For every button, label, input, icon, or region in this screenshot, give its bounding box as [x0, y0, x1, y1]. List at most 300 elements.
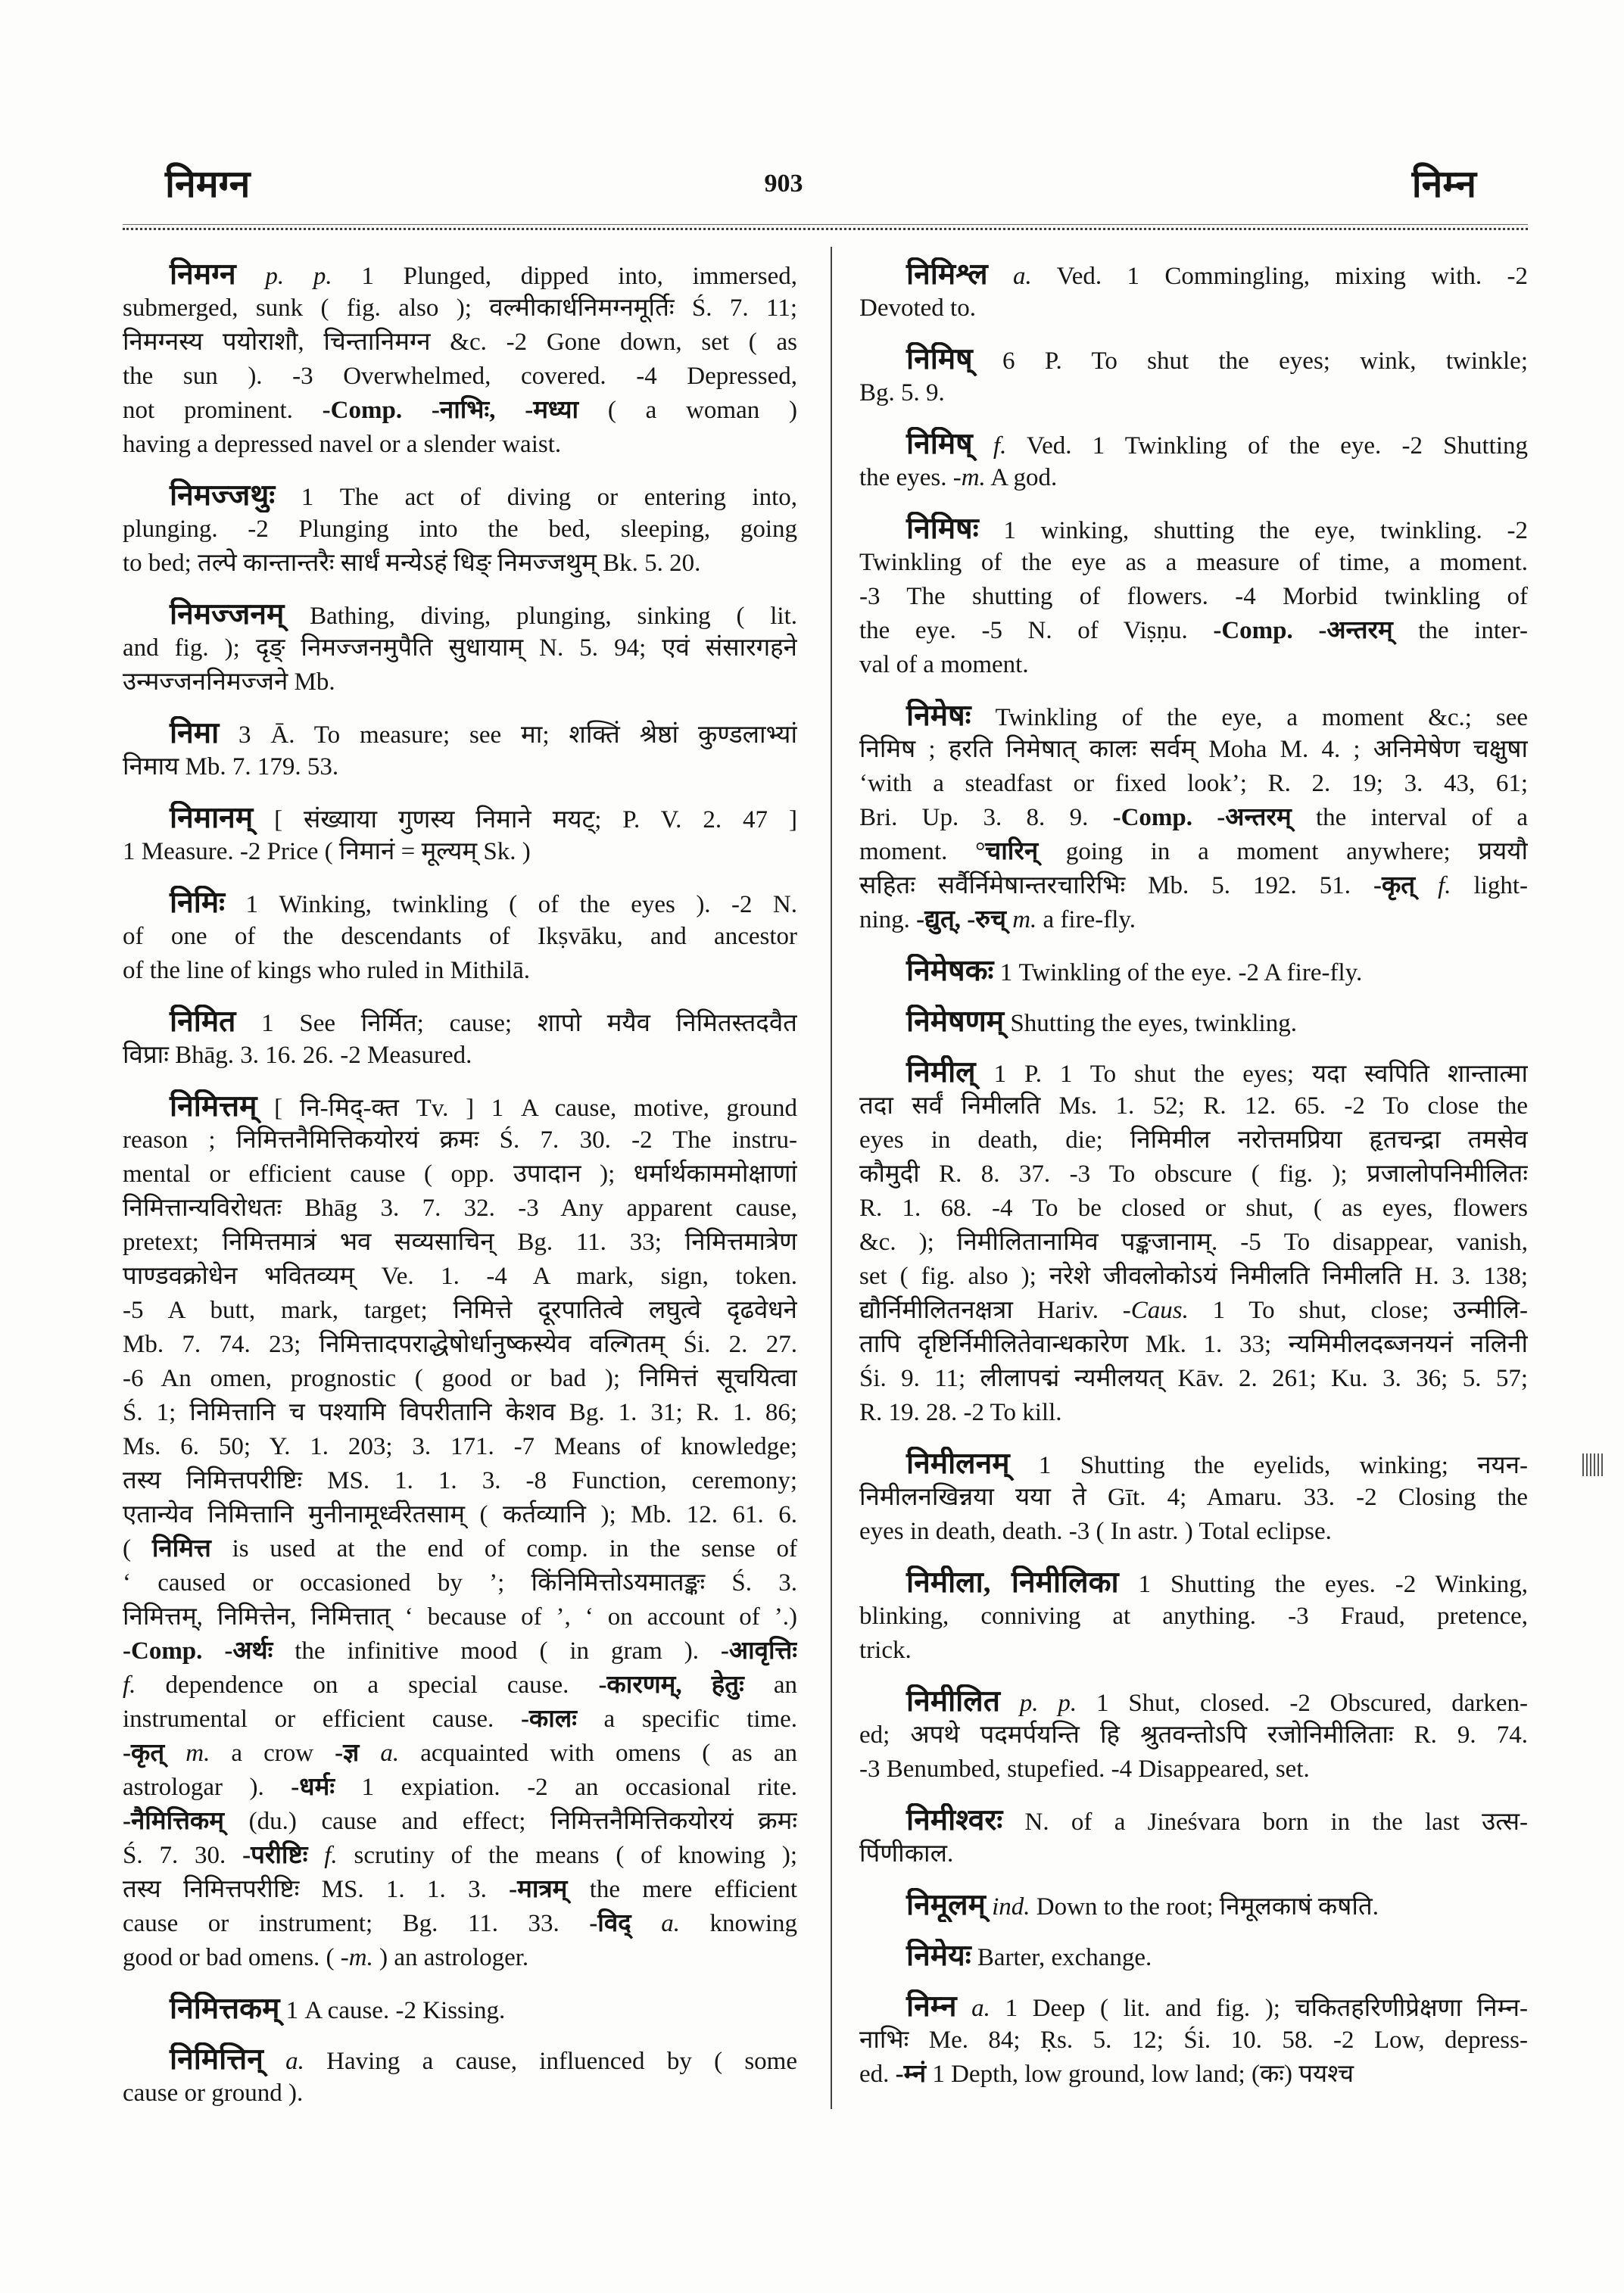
- dictionary-entry: [859, 1888, 1528, 1922]
- bold-term: -Comp. -अन्तरम्: [1112, 804, 1292, 831]
- line-text: [170, 1005, 797, 1038]
- text-run: eyes in death, die; निमिमील नरोत्तमप्रिया हृतचन्द्रा तमसेव: [859, 1126, 1528, 1154]
- text-run: -5 A butt, mark, target; निमित्ते दूरपातित्वे लघुत्वे दृढवेधने: [123, 1297, 797, 1324]
- dictionary-entry: [123, 886, 797, 988]
- italic-label: f.: [1415, 872, 1451, 899]
- entry-first-line: [859, 1989, 1528, 2024]
- entry-first-line: [123, 801, 797, 835]
- entry-line: [859, 869, 1528, 903]
- bold-term: -नैमित्तिकम्: [123, 1808, 225, 1835]
- text-run: ) an astrologer.: [372, 1944, 529, 1971]
- bold-term: चारिन्: [985, 838, 1039, 865]
- entry-line: [859, 1328, 1528, 1362]
- text-run: Ved. 1 Commingling, mixing with. -2: [1031, 263, 1528, 290]
- line-text: [123, 1331, 797, 1358]
- text-run: [ नि-मिद्-क्त Tv. ] 1 A cause, motive, ground: [257, 1095, 797, 1122]
- line-text: [906, 428, 1528, 460]
- line-text: [859, 1399, 1062, 1426]
- text-run: submerged, sunk ( fig. also ); वल्मीकार्धनिमग्नमूर्तिः Ś. 7. 11;: [123, 294, 797, 322]
- text-run: ning.: [859, 906, 917, 933]
- line-text: [859, 1365, 1528, 1392]
- entry-line: [123, 326, 797, 360]
- headword: निमीलित: [906, 1685, 1000, 1718]
- line-text: [123, 1876, 797, 1903]
- right-column: [859, 257, 1528, 2092]
- text-run: Śi. 9. 11; लीलापद्मं न्यमीलयत् Kāv. 2. 261; Ku. 3. 36; 5. 57;: [859, 1365, 1528, 1392]
- text-run: 1 expiation. -2 an occasional rite.: [334, 1774, 797, 1801]
- entry-line: [859, 1515, 1528, 1549]
- text-run: तापि दृष्टिर्निमीलितेवान्धकारेण Mk. 1. 33; न्यमिमीलदब्जनयनं नलिनी: [859, 1331, 1528, 1358]
- line-text: [859, 379, 945, 407]
- text-run: Ved. 1 Twinkling of the eye. -2 Shutting: [1006, 432, 1528, 460]
- line-text: [906, 955, 1363, 987]
- italic-label: -Caus.: [1122, 1297, 1189, 1324]
- entry-line: [123, 547, 797, 581]
- line-text: [859, 906, 1136, 933]
- line-text: [123, 753, 338, 780]
- bold-term: -परीष्टिः: [242, 1842, 308, 1869]
- entry-line: [123, 1771, 797, 1805]
- line-text: [123, 1569, 797, 1597]
- bold-term: -द्युत्, -रुच्: [916, 906, 1006, 933]
- text-run: val of a moment.: [859, 651, 1029, 678]
- text-run: eyes in death, death. -3 ( In astr. ) Total eclipse.: [859, 1518, 1332, 1545]
- italic-label: p. p.: [999, 1690, 1077, 1717]
- entry-first-line: [859, 1005, 1528, 1039]
- text-run: 1 Depth, low ground, low land; (कः) पयश्च: [926, 2061, 1354, 2088]
- text-run: पाण्डवक्रोधेन भवितव्यम् Ve. 1. -4 A mark, sign, token.: [123, 1263, 797, 1290]
- line-text: [123, 329, 797, 356]
- bold-term: -Comp. -अन्तरम्: [1213, 617, 1393, 644]
- dictionary-entry: [859, 427, 1528, 495]
- line-text: [859, 1603, 1528, 1630]
- entry-line: [859, 2024, 1528, 2058]
- headword: निमिश्ल: [906, 258, 988, 291]
- bold-term: -विद्: [589, 1910, 631, 1937]
- line-text: [123, 1671, 797, 1699]
- entry-first-line: [859, 257, 1528, 291]
- text-run: knowing: [679, 1910, 797, 1937]
- entry-line: [123, 1600, 797, 1634]
- text-run: the interval of a: [1291, 804, 1528, 831]
- text-run: नाभिः Me. 84; Ṛs. 5. 12; Śi. 10. 58. -2 Low, depress-: [859, 2027, 1528, 2054]
- text-run: 1 winking, shutting the eye, twinkling. -2: [978, 517, 1528, 544]
- entry-line: [123, 1737, 797, 1771]
- text-run: &c. ); निमीलितानामिव पङ्कजानाम्. -5 To disappear, vanish,: [859, 1229, 1528, 1256]
- line-text: [123, 1774, 797, 1801]
- dictionary-entry: [859, 342, 1528, 410]
- dictionary-entry: [123, 597, 797, 699]
- line-text: [123, 957, 530, 984]
- entry-line: [859, 1752, 1528, 1787]
- dictionary-entry: [123, 1992, 797, 2026]
- dictionary-entry: [859, 1684, 1528, 1787]
- headword: निमा: [170, 717, 220, 749]
- bold-term: -म्नं: [895, 2061, 927, 2088]
- text-run: Shutting the eyes, twinkling.: [1004, 1010, 1297, 1037]
- italic-label: a.: [631, 1910, 680, 1937]
- text-run: [ संख्याया गुणस्य निमाने मयट्; P. V. 2. 47 ]: [253, 806, 797, 833]
- text-run: not prominent.: [123, 397, 323, 424]
- line-text: [859, 1195, 1528, 1222]
- line-text: [123, 516, 797, 543]
- entry-first-line: [123, 2042, 797, 2076]
- entry-line: [859, 376, 1528, 410]
- entry-line: [859, 1226, 1528, 1260]
- italic-label: f.: [972, 432, 1007, 460]
- entry-line: [859, 580, 1528, 614]
- entry-line: [859, 903, 1528, 937]
- headword: निमिः: [170, 886, 226, 919]
- bold-term: -ज्ञ: [335, 1740, 360, 1767]
- entry-line: [123, 1192, 797, 1226]
- line-text: [123, 1637, 797, 1665]
- header-right-guide-word: निम्न: [1411, 163, 1476, 205]
- line-text: [906, 1939, 1152, 1972]
- entry-line: [123, 291, 797, 326]
- entry-first-line: [859, 954, 1528, 988]
- text-run: ( a woman ): [578, 397, 797, 424]
- line-text: [859, 1161, 1528, 1188]
- entry-line: [859, 1481, 1528, 1515]
- text-run: 1 Twinkling of the eye. -2 A fire-fly.: [993, 959, 1363, 986]
- line-text: [859, 464, 1057, 491]
- entry-first-line: [859, 342, 1528, 376]
- italic-label: p. p.: [235, 263, 332, 290]
- margin-tick: [1598, 1453, 1599, 1476]
- line-text: [123, 923, 797, 950]
- headword: निमित्तिन्: [170, 2043, 263, 2076]
- text-run: the inter-: [1392, 617, 1528, 644]
- text-run: the eyes.: [859, 464, 953, 491]
- entry-line: [123, 1703, 797, 1737]
- entry-line: [123, 1464, 797, 1498]
- line-text: [123, 294, 797, 322]
- headword: निमीश्वरः: [906, 1804, 1003, 1837]
- line-text: [859, 1229, 1528, 1256]
- text-run: 1 Plunged, dipped into, immersed,: [332, 263, 797, 290]
- line-text: [906, 1056, 1528, 1089]
- line-text: [170, 717, 797, 749]
- entry-first-line: [859, 1888, 1528, 1922]
- text-run: तदा सर्वं निमीलति Ms. 1. 52; R. 12. 65. -2 To close the: [859, 1092, 1528, 1120]
- line-text: [859, 1840, 953, 1868]
- margin-tick: [1586, 1453, 1588, 1476]
- text-run: तस्य निमित्तपरीष्टिः MS. 1. 1. 3. -8 Function, ceremony;: [123, 1467, 797, 1494]
- entry-line: [123, 512, 797, 547]
- headword: निमानम्: [170, 802, 254, 834]
- italic-label: a.: [359, 1740, 400, 1767]
- margin-tick: [1594, 1453, 1595, 1476]
- text-run: the infinitive mood ( in gram ).: [273, 1637, 721, 1665]
- text-run: 1 P. 1 To shut the eyes; यदा स्वपिति शान्तात्मा: [975, 1061, 1528, 1088]
- line-text: [123, 1365, 797, 1392]
- text-run: A god.: [985, 464, 1058, 491]
- text-run: to bed; तल्पे कान्तान्तरैः सार्धं मन्येऽहं धिङ् निमज्जथुम् Bk. 5. 20.: [123, 550, 701, 577]
- entry-line: [859, 801, 1528, 835]
- line-text: [859, 804, 1528, 831]
- entry-first-line: [123, 1089, 797, 1123]
- text-run: एतान्येव निमित्तानि मुनीनामूर्ध्वरेतसाम् ( कर्तव्यानि ); Mb. 12. 61. 6.: [123, 1501, 797, 1528]
- dictionary-entry: [123, 1005, 797, 1073]
- line-text: [123, 634, 797, 662]
- text-run: (: [123, 1535, 152, 1562]
- entry-first-line: [859, 1447, 1528, 1481]
- headword: निमिष्: [906, 343, 973, 375]
- line-text: [123, 1842, 797, 1869]
- text-run: निमाय Mb. 7. 179. 53.: [123, 753, 339, 780]
- entry-line: [123, 1294, 797, 1328]
- text-run: ed.: [859, 2061, 896, 2088]
- entry-first-line: [123, 478, 797, 512]
- text-run: a crow: [210, 1740, 335, 1767]
- margin-tick: [1582, 1453, 1584, 1476]
- line-text: [859, 838, 1528, 865]
- text-run: निमित्तान्यविरोधतः Bhāg 3. 7. 32. -3 Any apparent cause,: [123, 1195, 797, 1222]
- text-run: विप्राः Bhāg. 3. 16. 26. -2 Measured.: [123, 1042, 472, 1069]
- text-run: acquainted with omens ( as an: [399, 1740, 797, 1767]
- text-run: trick.: [859, 1637, 912, 1664]
- dictionary-entry: [859, 1939, 1528, 1973]
- line-text: [123, 1195, 797, 1222]
- headword: निमीलनम्: [906, 1447, 1010, 1480]
- headword: निमित्तम्: [170, 1090, 257, 1123]
- entry-line: [123, 1873, 797, 1907]
- entry-first-line: [859, 512, 1528, 546]
- text-run: pretext; निमित्तमात्रं भव सव्यसाचिन् Bg. 11. 33; निमित्तमात्रेण: [123, 1229, 797, 1256]
- dictionary-entry: [123, 2042, 797, 2111]
- entry-line: [859, 1600, 1528, 1634]
- text-run: of the line of kings who ruled in Mithilā.: [123, 957, 531, 984]
- line-text: [123, 1944, 528, 1971]
- bold-term: -कृत्: [1373, 872, 1416, 899]
- text-run: 1 Measure. -2 Price ( निमानं = मूल्यम् Sk. ): [123, 838, 531, 865]
- text-run: Twinkling of the eye, a moment &c.; see: [971, 704, 1528, 731]
- text-run: ‘with a steadfast or fixed look’; R. 2. 19; 3. 43, 61;: [859, 770, 1528, 797]
- entry-line: [123, 1362, 797, 1396]
- line-text: [170, 479, 797, 512]
- entry-line: [123, 1498, 797, 1532]
- line-text: [859, 1331, 1528, 1358]
- bold-term: -कृत्: [123, 1740, 165, 1767]
- text-run: Ś. 1; निमित्तानि च पश्यामि विपरीतानि केशव Bg. 1. 31; R. 1. 86;: [123, 1399, 797, 1426]
- text-run: निमग्नस्य पयोराशौ, चिन्तानिमग्न &c. -2 Gone down, set ( as: [123, 329, 797, 356]
- italic-label: a.: [956, 1995, 990, 2022]
- line-text: [859, 770, 1528, 797]
- headword: निमेषः: [906, 699, 971, 732]
- italic-label: a.: [987, 263, 1032, 290]
- line-text: [170, 802, 797, 834]
- line-text: [123, 668, 335, 696]
- entry-first-line: [859, 1939, 1528, 1973]
- italic-label: m.: [164, 1740, 210, 1767]
- entry-line: [123, 1039, 797, 1073]
- italic-label: f.: [123, 1671, 136, 1699]
- line-text: [859, 1756, 1310, 1783]
- dictionary-entry: [123, 716, 797, 784]
- entry-line: [859, 614, 1528, 648]
- line-text: [859, 1484, 1528, 1511]
- line-text: [123, 1042, 472, 1069]
- dictionary-entry: [859, 512, 1528, 682]
- dictionary-entry: [123, 257, 797, 462]
- text-run: निमिष ; हरति निमेषात् कालः सर्वम् Moha M. 4. ; अनिमेषेण चक्षुषा: [859, 736, 1528, 763]
- line-text: [170, 886, 797, 919]
- line-text: [123, 1501, 797, 1528]
- margin-tick-marks: [1582, 1453, 1605, 1476]
- bold-term: -आवृत्तिः: [720, 1637, 797, 1665]
- dictionary-entry: [859, 954, 1528, 988]
- entry-line: [859, 1396, 1528, 1430]
- dictionary-entry: [859, 1055, 1528, 1430]
- text-run: R. 1. 68. -4 To be closed or shut, ( as eyes, flowers: [859, 1195, 1528, 1222]
- line-text: [123, 1229, 797, 1256]
- text-run: Ś. 7. 30.: [123, 1842, 243, 1869]
- entry-line: [123, 1123, 797, 1157]
- line-text: [859, 583, 1528, 610]
- text-run: cause or instrument; Bg. 11. 33.: [123, 1910, 590, 1937]
- text-run: cause or ground ).: [123, 2080, 304, 2107]
- left-column: [123, 257, 797, 2111]
- text-run: तस्य निमित्तपरीष्टिः MS. 1. 1. 3.: [123, 1876, 510, 1903]
- line-text: [859, 872, 1528, 899]
- page-number: 903: [764, 170, 803, 198]
- entry-line: [859, 1260, 1528, 1294]
- headword: निमित: [170, 1005, 236, 1038]
- line-text: [859, 617, 1528, 644]
- text-run: -6 An omen, prognostic ( good or bad ); निमित्तं सूचयित्वा: [123, 1365, 797, 1392]
- line-text: [859, 736, 1528, 763]
- line-text: [906, 1889, 1379, 1921]
- headword: निमेषणम्: [906, 1005, 1005, 1038]
- text-run: Bg. 5. 9.: [859, 379, 945, 407]
- entry-line: [859, 767, 1528, 801]
- entry-line: [859, 1157, 1528, 1192]
- header-left-guide-word: निमग्न: [165, 163, 251, 205]
- text-run: and fig. ); दृङ् निमज्जनमुपैति सुधायाम् N. 5. 94; एवं संसारगहने: [123, 634, 797, 662]
- entry-line: [123, 1430, 797, 1464]
- text-run: a fire-fly.: [1036, 906, 1136, 933]
- entry-line: [123, 360, 797, 394]
- dictionary-entry: [859, 1005, 1528, 1039]
- entry-line: [123, 1668, 797, 1703]
- line-text: [859, 2061, 1354, 2088]
- line-text: [906, 258, 1528, 291]
- entry-line: [859, 835, 1528, 869]
- entry-first-line: [123, 1005, 797, 1039]
- line-text: [906, 1566, 1528, 1599]
- headword: निमग्न: [170, 258, 236, 291]
- text-run: Bathing, diving, plunging, sinking ( lit.: [284, 603, 797, 630]
- line-text: [170, 598, 797, 631]
- headword: निमीला, निमीलिका: [906, 1566, 1119, 1599]
- text-run: of one of the descendants of Ikṣvāku, and ancestor: [123, 923, 797, 950]
- dictionary-entry: [859, 1989, 1528, 2092]
- text-run: 3 Ā. To measure; see मा; शक्तिं श्रेष्ठां कुण्डलाभ्यां: [219, 721, 797, 749]
- text-run: going in a moment anywhere; प्रययौ: [1038, 838, 1528, 865]
- line-text: [123, 1808, 797, 1835]
- header-dotted-rule: [123, 228, 1528, 230]
- line-text: [123, 1740, 797, 1767]
- dictionary-entry: [859, 1447, 1528, 1549]
- line-text: [123, 1263, 797, 1290]
- entry-line: [859, 648, 1528, 682]
- line-text: [906, 512, 1528, 545]
- entry-first-line: [859, 1684, 1528, 1718]
- line-text: [859, 1518, 1332, 1545]
- text-run: 1 A cause. -2 Kissing.: [279, 1997, 506, 2024]
- line-text: [123, 838, 531, 865]
- entry-first-line: [859, 1055, 1528, 1089]
- entry-line: [859, 1123, 1528, 1157]
- line-text: [906, 1990, 1528, 2023]
- line-text: [123, 431, 561, 458]
- entry-first-line: [123, 716, 797, 750]
- text-run: the mere efficient: [567, 1876, 797, 1903]
- line-text: [123, 1399, 797, 1426]
- headword: निमिष्: [906, 428, 973, 460]
- text-run: निमीलनखिन्नया यया ते Gīt. 4; Amaru. 33. -2 Closing the: [859, 1484, 1528, 1511]
- entry-line: [123, 1907, 797, 1941]
- line-text: [906, 1005, 1297, 1038]
- text-run: plunging. -2 Plunging into the bed, sleeping, going: [123, 516, 797, 543]
- entry-line: [123, 1839, 797, 1873]
- entry-line: [859, 2058, 1528, 2092]
- line-text: [123, 1706, 797, 1733]
- italic-label: f.: [307, 1842, 338, 1869]
- italic-label: ind.: [985, 1893, 1030, 1921]
- dictionary-entry: [859, 699, 1528, 937]
- headword: निमेयः: [906, 1939, 971, 1972]
- entry-line: [123, 750, 797, 784]
- line-text: [170, 2043, 797, 2076]
- text-run: reason ; निमित्तनैमित्तिकयोरयं क्रमः Ś. 7. 30. -2 The instru-: [123, 1126, 797, 1154]
- text-run: ‘ caused or occasioned by ’; किंनिमित्तोऽयमातङ्कः Ś. 3.: [123, 1569, 797, 1597]
- headword: निमेषकः: [906, 955, 994, 987]
- entry-first-line: [123, 886, 797, 920]
- line-text: [859, 1263, 1528, 1290]
- text-run: N. of a Jineśvara born in the last उत्स-: [1002, 1809, 1528, 1836]
- column-divider: [831, 247, 832, 2109]
- line-text: [170, 1992, 506, 2025]
- entry-first-line: [859, 699, 1528, 733]
- text-run: is used at the end of comp. in the sense of: [210, 1535, 797, 1562]
- line-text: [906, 343, 1528, 375]
- text-run: light-: [1451, 872, 1528, 899]
- entry-first-line: [859, 1803, 1528, 1837]
- entry-line: [123, 394, 797, 428]
- entry-line: [859, 1192, 1528, 1226]
- line-text: [859, 1721, 1528, 1749]
- text-run: ed; अपथे पदमर्पयन्ति हि श्रुतवन्तोऽपि रजोनिमीलिताः R. 9. 74.: [859, 1721, 1528, 1749]
- text-run: good or bad omens. (: [123, 1944, 341, 1971]
- line-text: [170, 258, 797, 291]
- entry-line: [123, 1328, 797, 1362]
- headword: निमित्तकम्: [170, 1992, 280, 2025]
- line-text: [906, 1685, 1528, 1718]
- text-run: Twinkling of the eye as a measure of time, a moment.: [859, 549, 1528, 576]
- bold-term: -मात्रम्: [509, 1876, 568, 1903]
- entry-line: [859, 1634, 1528, 1668]
- entry-line: [859, 733, 1528, 767]
- entry-line: [123, 1532, 797, 1566]
- line-text: [859, 651, 1029, 678]
- text-run: 1 To shut, close; उन्मीलि-: [1188, 1297, 1528, 1324]
- dictionary-entry: [123, 1089, 797, 1975]
- headword: निमज्जनम्: [170, 598, 285, 631]
- entry-line: [123, 1260, 797, 1294]
- entry-first-line: [123, 1992, 797, 2026]
